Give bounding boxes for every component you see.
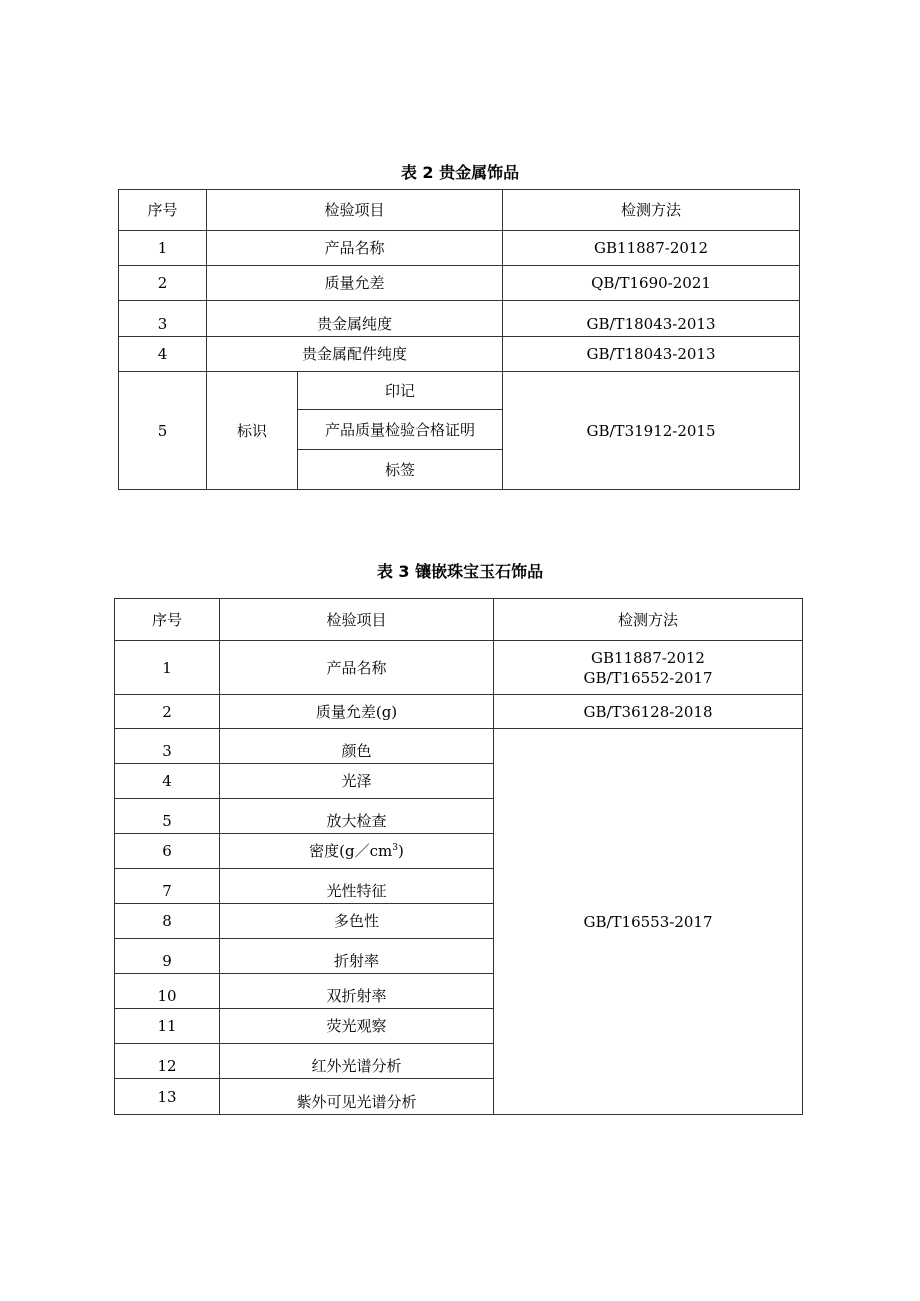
header-method: 检测方法 [494,599,803,641]
row-item: 放大检查 [220,799,494,834]
row-no: 4 [115,764,220,799]
row-no: 11 [115,1009,220,1044]
row-method: GB/T18043-2013 [503,337,800,372]
row-method: GB11887-2012 [503,231,800,266]
table-row [119,231,800,266]
method-line: GB/T16552-2017 [583,668,713,687]
row-item: 产品名称 [220,641,494,695]
row-no: 5 [115,799,220,834]
row-no: 1 [119,231,207,266]
header-no: 序号 [119,190,207,231]
row-no: 12 [115,1044,220,1079]
subitem: 印记 [298,372,503,410]
table-header-row [119,190,800,231]
header-method: 检测方法 [503,190,800,231]
row-item: 荧光观察 [220,1009,494,1044]
row-no: 6 [115,834,220,869]
group-label: 标识 [207,372,298,490]
row-item: 红外光谱分析 [220,1044,494,1079]
density-suffix: ) [397,842,404,860]
row-item: 贵金属配件纯度 [207,337,503,372]
method-line: GB11887-2012 [591,648,705,667]
table-row [115,695,803,729]
table-row [115,641,803,695]
header-no: 序号 [115,599,220,641]
row-item: 贵金属纯度 [207,301,503,337]
row-no: 10 [115,974,220,1009]
density-prefix: 密度(g／cm [309,842,393,860]
row-item: 产品名称 [207,231,503,266]
table2-caption: 表 2 贵金属饰品 [400,163,520,182]
table3-caption: 表 3 镶嵌珠宝玉石饰品 [376,562,544,581]
row-item-density [220,834,494,869]
gemstone-jewelry-table [114,598,803,1115]
row-no: 2 [115,695,220,729]
table-row [115,729,803,764]
header-item: 检验项目 [220,599,494,641]
shared-method: GB/T16553-2017 [494,729,803,1115]
row-item: 双折射率 [220,974,494,1009]
row-no: 3 [115,729,220,764]
group-no: 5 [119,372,207,490]
row-no: 13 [115,1079,220,1115]
row-no: 9 [115,939,220,974]
row-item: 多色性 [220,904,494,939]
row-item: 光泽 [220,764,494,799]
row-item: 颜色 [220,729,494,764]
table-header-row [115,599,803,641]
row-no: 1 [115,641,220,695]
row-item: 折射率 [220,939,494,974]
group-method: GB/T31912-2015 [503,372,800,490]
row-method: GB/T36128-2018 [494,695,803,729]
row-item: 紫外可见光谱分析 [220,1079,494,1115]
row-method: QB/T1690-2021 [503,266,800,301]
table-row [119,372,800,410]
density-superscript: 3 [392,843,398,853]
subitem: 产品质量检验合格证明 [298,410,503,450]
row-item: 质量允差(g) [220,695,494,729]
table-row [119,301,800,337]
row-no: 3 [119,301,207,337]
table-row [119,266,800,301]
row-item: 质量允差 [207,266,503,301]
header-item: 检验项目 [207,190,503,231]
table-row [119,337,800,372]
row-item: 光性特征 [220,869,494,904]
row-method [494,641,803,695]
subitem: 标签 [298,450,503,490]
row-no: 8 [115,904,220,939]
row-no: 2 [119,266,207,301]
row-no: 4 [119,337,207,372]
row-method: GB/T18043-2013 [503,301,800,337]
row-no: 7 [115,869,220,904]
precious-metal-table [118,189,800,490]
